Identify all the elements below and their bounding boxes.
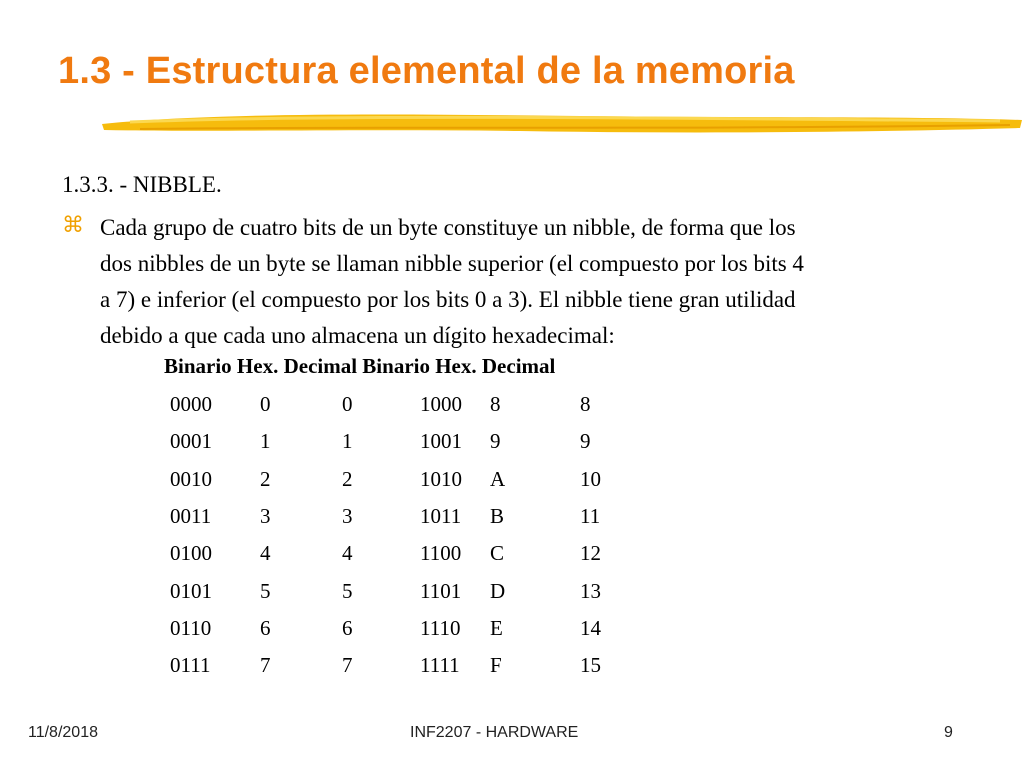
binary-cell: 0100 [170,541,212,566]
hex-cell: 3 [260,503,271,528]
binary-cell: 1111 [420,653,460,678]
hex-cell: 2 [260,466,271,491]
binary-cell: 1011 [420,503,462,528]
decimal-cell: 14 [580,615,601,640]
body-paragraph [100,210,980,354]
paragraph-line: debido a que cada uno almacena un dígito hexadecimal: [100,323,615,348]
hex-cell: 8 [490,392,501,416]
hex-cell: C [490,541,505,566]
binary-cell: 1110 [420,615,461,640]
binary-cell: 1001 [420,429,462,454]
decimal-cell: 0 [342,392,353,416]
binary-cell: 1100 [420,541,462,566]
title-underline-brushstroke [100,104,1024,140]
decimal-cell: 12 [580,541,601,566]
footer-course: INF2207 - HARDWARE [410,724,579,741]
binary-cell: 0110 [170,615,212,640]
decimal-cell: 8 [580,392,591,416]
decimal-cell: 1 [342,429,353,454]
hex-cell: D [490,578,506,603]
slide-title: 1.3 - Estructura elemental de la memoria [58,50,795,92]
decimal-cell: 7 [342,653,353,678]
section-heading: 1.3.3. - NIBBLE. [62,172,222,197]
footer-date: 11/8/2018 [28,724,98,741]
decimal-cell: 5 [342,578,353,603]
hex-cell: B [490,503,505,528]
footer-page-number: 9 [944,724,953,741]
binary-cell: 0101 [170,578,212,603]
binary-cell: 1101 [420,578,462,603]
binary-cell: 0010 [170,466,212,491]
hex-cell: 1 [260,429,271,454]
decimal-cell: 15 [580,653,601,678]
hex-cell: 7 [260,653,271,678]
decimal-cell: 10 [580,466,601,491]
decimal-cell: 11 [580,503,601,528]
hex-cell: E [490,615,503,640]
hex-cell: 0 [260,392,271,416]
decimal-cell: 6 [342,615,353,640]
binary-cell: 0111 [170,653,211,678]
hex-cell: 6 [260,615,271,640]
paragraph-line: a 7) e inferior (el compuesto por los bits 0 a 3). El nibble tiene gran utilidad [100,287,796,312]
decimal-cell: 2 [342,466,353,491]
paragraph-line: Cada grupo de cuatro bits de un byte constituye un nibble, de forma que los [100,215,796,240]
bullet-icon: ⌘ [62,213,84,238]
decimal-cell: 4 [342,541,353,566]
decimal-cell: 9 [580,429,591,454]
binary-cell: 1010 [420,466,462,491]
hex-cell: 4 [260,541,271,566]
decimal-cell: 13 [580,578,601,603]
hex-cell: 5 [260,578,271,603]
hex-cell: 9 [490,429,501,454]
hex-cell: F [490,653,502,678]
binary-cell: 1000 [420,392,462,416]
binary-cell: 0001 [170,429,212,454]
table-header: Binario Hex. Decimal Binario Hex. Decimal [164,354,556,378]
binary-cell: 0000 [170,392,212,416]
hex-cell: A [490,466,506,491]
decimal-cell: 3 [342,503,353,528]
paragraph-line: dos nibbles de un byte se llaman nibble superior (el compuesto por los bits 4 [100,251,804,276]
binary-cell: 0011 [170,503,212,528]
